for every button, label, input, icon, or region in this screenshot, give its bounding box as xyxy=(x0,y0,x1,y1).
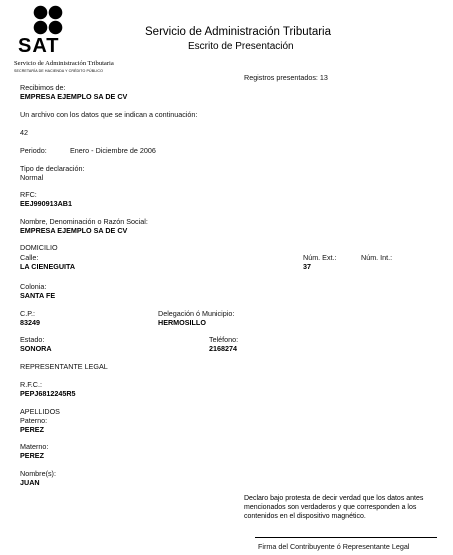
registros-presentados: Registros presentados: 13 xyxy=(244,73,328,82)
num-ext-value: 37 xyxy=(303,262,311,271)
recibimos-label: Recibimos de: xyxy=(20,83,66,92)
periodo-label: Periodo: xyxy=(20,146,47,155)
calle-value: LA CIENEGUITA xyxy=(20,262,76,271)
colonia-value: SANTA FE xyxy=(20,291,56,300)
signature-label: Firma del Contribuyente ó Representante Legal xyxy=(258,542,410,551)
nombres-value: JUAN xyxy=(20,478,40,487)
rep-rfc-label: R.F.C.: xyxy=(20,380,42,389)
estado-value: SONORA xyxy=(20,344,52,353)
page-title: Servicio de Administración Tributaria xyxy=(145,26,331,38)
estado-label: Estado: xyxy=(20,335,45,344)
archivo-number: 42 xyxy=(20,128,28,137)
razon-social-label: Nombre, Denominación o Razón Social: xyxy=(20,217,148,226)
domicilio-heading: DOMICILIO xyxy=(20,243,58,252)
periodo-value: Enero - Diciembre de 2006 xyxy=(70,146,156,155)
cp-label: C.P.: xyxy=(20,309,36,318)
rfc-label: RFC: xyxy=(20,190,37,199)
num-int-label: Núm. Int.: xyxy=(361,253,393,262)
sat-logo-mark-icon xyxy=(33,5,63,35)
signature-line xyxy=(255,537,437,538)
rep-rfc-value: PEPJ6812245R5 xyxy=(20,389,76,398)
rfc-value: EEJ990913AB1 xyxy=(20,199,72,208)
telefono-label: Teléfono: xyxy=(209,335,239,344)
paterno-label: Paterno: xyxy=(20,416,48,425)
logo-caption: Servicio de Administración Tributaria xyxy=(14,60,114,67)
calle-label: Calle: xyxy=(20,253,39,262)
razon-social-value: EMPRESA EJEMPLO SA DE CV xyxy=(20,226,128,235)
declaration-text: Declaro bajo protesta de decir verdad que los datos antes mencionados son verdaderos y que corresponden a los contenidos en el dispositivo magnético. xyxy=(244,495,424,520)
representante-heading: REPRESENTANTE LEGAL xyxy=(20,362,108,371)
colonia-label: Colonia: xyxy=(20,282,47,291)
materno-label: Materno: xyxy=(20,442,49,451)
logo-text: SAT xyxy=(18,35,60,57)
delegacion-value: HERMOSILLO xyxy=(158,318,206,327)
sat-logo xyxy=(14,5,114,77)
recibimos-value: EMPRESA EJEMPLO SA DE CV xyxy=(20,92,128,101)
num-ext-label: Núm. Ext.: xyxy=(303,253,337,262)
nombres-label: Nombre(s): xyxy=(20,469,56,478)
telefono-value: 2168274 xyxy=(209,344,237,353)
cp-value: 83249 xyxy=(20,318,40,327)
logo-subcaption: SECRETARÍA DE HACIENDA Y CRÉDITO PÚBLICO xyxy=(14,69,104,73)
materno-value: PEREZ xyxy=(20,451,44,460)
tipo-declaracion-label: Tipo de declaración: xyxy=(20,164,85,173)
archivo-text: Un archivo con los datos que se indican a continuación: xyxy=(20,110,198,119)
tipo-declaracion-value: Normal xyxy=(20,173,44,182)
apellidos-heading: APELLIDOS xyxy=(20,407,60,416)
paterno-value: PEREZ xyxy=(20,425,44,434)
page-subtitle: Escrito de Presentación xyxy=(188,41,294,52)
delegacion-label: Delegación ó Municipio: xyxy=(158,309,235,318)
